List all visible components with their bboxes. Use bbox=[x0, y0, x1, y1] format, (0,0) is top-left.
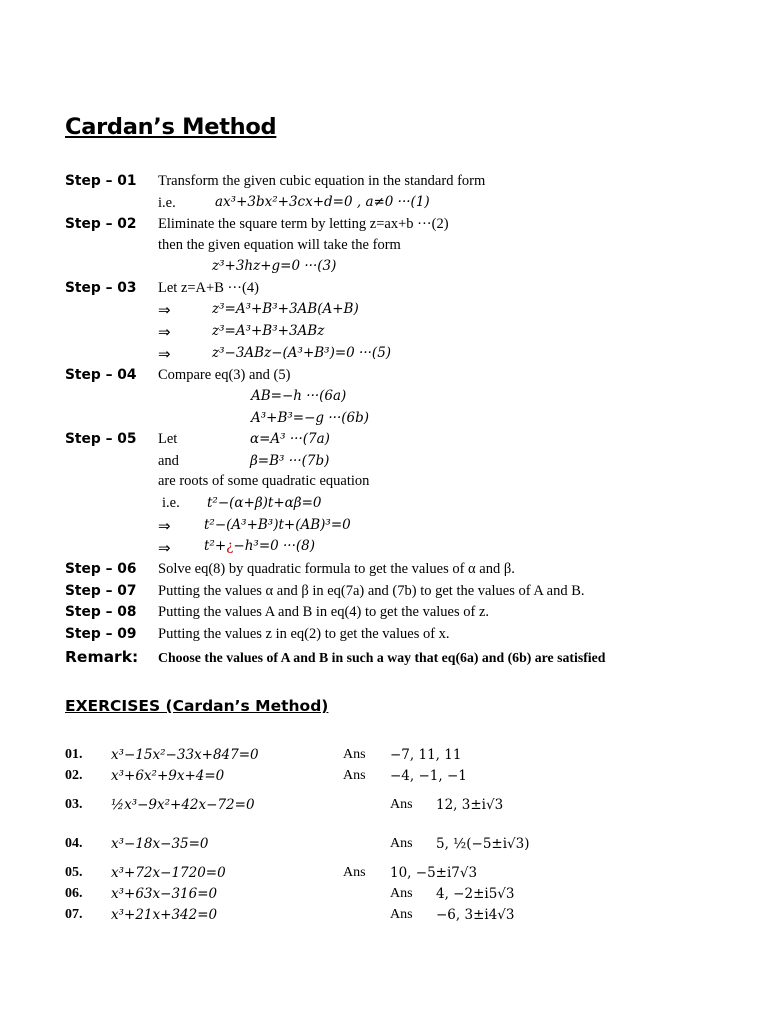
implies-arrow: ⇒ bbox=[158, 301, 171, 319]
ie-label: i.e. bbox=[158, 195, 176, 211]
and-label: and bbox=[158, 453, 179, 469]
answer-label: Ans bbox=[343, 865, 366, 880]
step-04-text: Compare eq(3) and (5) bbox=[158, 367, 291, 383]
equation-7b: β=B³ ···(7b) bbox=[250, 453, 330, 469]
exercise-equation: x³+6x²+9x+4=0 bbox=[111, 768, 225, 784]
exercise-equation: x³−15x²−33x+847=0 bbox=[111, 747, 259, 763]
answer-value: 4, −2±i5√3 bbox=[436, 886, 515, 902]
step-02-continuation: then the given equation will take the form bbox=[158, 237, 401, 253]
answer-label: Ans bbox=[343, 768, 366, 783]
answer-label: Ans bbox=[390, 797, 413, 812]
answer-value: 10, −5±i7√3 bbox=[390, 865, 478, 881]
exercise-equation: x³−18x−35=0 bbox=[111, 836, 209, 852]
step-05-text: Let bbox=[158, 431, 178, 447]
equation-6a: AB=−h ···(6a) bbox=[251, 388, 347, 404]
implies-arrow: ⇒ bbox=[158, 323, 171, 341]
equation-8 bbox=[204, 538, 315, 554]
answer-value: 5, ½(−5±i√3) bbox=[436, 836, 530, 852]
answer-value: −6, 3±i4√3 bbox=[436, 907, 515, 923]
implies-arrow: ⇒ bbox=[158, 517, 171, 535]
ie-label: i.e. bbox=[162, 495, 180, 511]
quadratic-eq-2: t²−(A³+B³)t+(AB)³=0 bbox=[204, 517, 351, 533]
step-09-label: Step – 09 bbox=[65, 626, 137, 642]
step-06-label: Step – 06 bbox=[65, 561, 137, 577]
step-03-eq1: z³=A³+B³+3AB(A+B) bbox=[212, 301, 359, 317]
exercise-number: 05. bbox=[65, 865, 83, 880]
implies-arrow: ⇒ bbox=[158, 345, 171, 363]
step-08-text: Putting the values A and B in eq(4) to get the values of z. bbox=[158, 604, 490, 620]
inverted-question-mark: ¿ bbox=[226, 538, 234, 554]
answer-value: −4, −1, −1 bbox=[390, 768, 467, 784]
exercise-equation: x³+72x−1720=0 bbox=[111, 865, 226, 881]
page-title: Cardan’s Method bbox=[65, 114, 277, 140]
exercise-number: 04. bbox=[65, 836, 83, 851]
quadratic-eq-1: t²−(α+β)t+αβ=0 bbox=[207, 495, 322, 511]
answer-label: Ans bbox=[390, 886, 413, 901]
exercise-equation: x³+63x−316=0 bbox=[111, 886, 218, 902]
step-09-text: Putting the values z in eq(2) to get the values of x. bbox=[158, 626, 450, 642]
exercise-number: 07. bbox=[65, 907, 83, 922]
exercise-equation: ½x³−9x²+42x−72=0 bbox=[111, 797, 255, 813]
step-03-eq3: z³−3ABz−(A³+B³)=0 ···(5) bbox=[212, 345, 392, 361]
step-01-label: Step – 01 bbox=[65, 173, 137, 189]
remark-label: Remark: bbox=[65, 648, 139, 666]
implies-arrow: ⇒ bbox=[158, 539, 171, 557]
step-01-text: Transform the given cubic equation in the standard form bbox=[158, 173, 486, 189]
equation-8-part2: −h³=0 ···(8) bbox=[233, 538, 316, 554]
step-03-eq2: z³=A³+B³+3ABz bbox=[212, 323, 325, 339]
answer-value: −7, 11, 11 bbox=[390, 747, 462, 763]
equation-7a: α=A³ ···(7a) bbox=[250, 431, 330, 447]
exercise-number: 02. bbox=[65, 768, 83, 783]
step-07-label: Step – 07 bbox=[65, 583, 137, 599]
step-07-text: Putting the values α and β in eq(7a) and (7b) to get the values of A and B. bbox=[158, 583, 585, 599]
answer-value: 12, 3±i√3 bbox=[436, 797, 504, 813]
exercise-number: 01. bbox=[65, 747, 83, 762]
answer-label: Ans bbox=[390, 907, 413, 922]
exercise-number: 03. bbox=[65, 797, 83, 812]
standard-form-equation: ax³+3bx²+3cx+d=0 , a≠0 ···(1) bbox=[215, 194, 430, 210]
step-03-label: Step – 03 bbox=[65, 280, 137, 296]
step-05-roots-text: are roots of some quadratic equation bbox=[158, 473, 370, 489]
answer-label: Ans bbox=[343, 747, 366, 762]
equation-8-part1: t²+ bbox=[204, 538, 227, 554]
step-06-text: Solve eq(8) by quadratic formula to get the values of α and β. bbox=[158, 561, 515, 577]
step-05-label: Step – 05 bbox=[65, 431, 137, 447]
exercise-equation: x³+21x+342=0 bbox=[111, 907, 218, 923]
step-08-label: Step – 08 bbox=[65, 604, 137, 620]
remark-text: Choose the values of A and B in such a way that eq(6a) and (6b) are satisfied bbox=[158, 650, 606, 665]
step-04-label: Step – 04 bbox=[65, 367, 137, 383]
step-02-text: Eliminate the square term by letting z=ax+b ···(2) bbox=[158, 216, 449, 232]
step-03-text: Let z=A+B ···(4) bbox=[158, 280, 259, 296]
answer-label: Ans bbox=[390, 836, 413, 851]
equation-3: z³+3hz+g=0 ···(3) bbox=[212, 258, 337, 274]
step-02-label: Step – 02 bbox=[65, 216, 137, 232]
equation-6b: A³+B³=−g ···(6b) bbox=[251, 410, 369, 426]
exercises-heading: EXERCISES (Cardan’s Method) bbox=[65, 697, 329, 715]
exercise-number: 06. bbox=[65, 886, 83, 901]
